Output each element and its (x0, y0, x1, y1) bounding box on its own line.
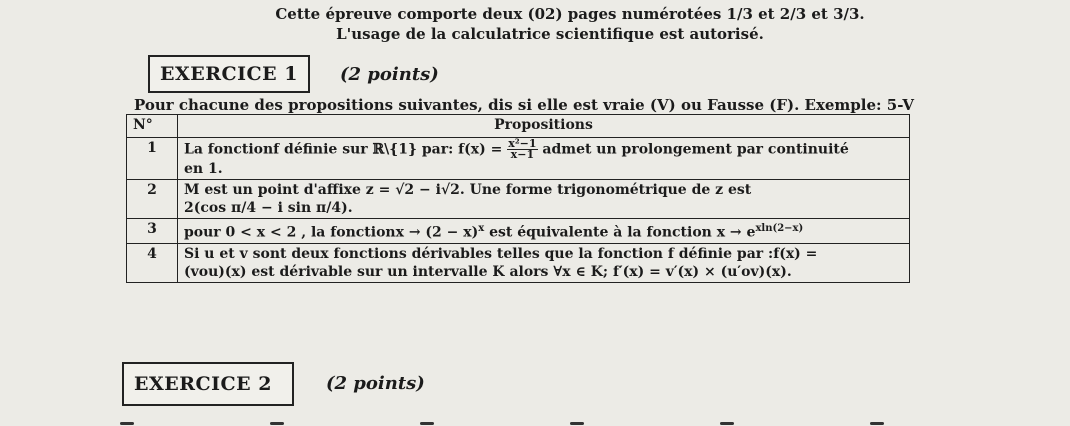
fraction-denominator: x−1 (510, 148, 535, 161)
exponent: xln(2−x) (755, 223, 804, 234)
exponent: x (478, 223, 485, 234)
proposition-line: M est un point d'affixe z = √2 − i√2. Une forme trigonométrique de z est (184, 182, 752, 198)
proposition-line: (vou)(x) est dérivable sur un intervalle K alors ∀x ∈ K; f′(x) = v′(x) × (u′ov)(x). (184, 263, 792, 280)
page-count-note: Cette épreuve comporte deux (02) pages numérotées 1/3 et 2/3 et 3/3. (275, 5, 865, 23)
proposition-line: Si u et v sont deux fonctions dérivables telles que la fonction f définie par :f(x) = (184, 245, 818, 262)
proposition-text (178, 180, 910, 219)
proposition-text (178, 243, 910, 282)
table-row (127, 219, 910, 244)
bottom-dash-decoration (870, 422, 884, 425)
exercise2-title: EXERCICE 2 (122, 362, 294, 406)
proposition-text (178, 138, 910, 180)
proposition-line (184, 139, 903, 160)
proposition-part: pour 0 < x < 2 , la fonctionx → (2 − x) (184, 224, 479, 241)
bottom-dash-decoration (720, 422, 734, 425)
bottom-dash-decoration (420, 422, 434, 425)
proposition-line: en 1. (184, 161, 223, 177)
proposition-part: est équivalente à la fonction x → e (484, 224, 756, 241)
calculator-note: L'usage de la calculatrice scientifique est autorisé. (336, 25, 764, 43)
bottom-dash-decoration (120, 422, 134, 425)
proposition-line: 2(cos π/4 − i sin π/4). (184, 200, 353, 216)
proposition-text (178, 219, 910, 244)
exercise1-instruction: Pour chacune des propositions suivantes, dis si elle est vraie (V) ou Fausse (F). Exemple: 5-V (134, 96, 915, 114)
table-header-row (127, 115, 910, 138)
row-number: 2 (127, 180, 178, 219)
exercise1-points: (2 points) (340, 64, 439, 85)
bottom-dash-decoration (570, 422, 584, 425)
row-number: 4 (127, 243, 178, 282)
proposition-part: La fonctionf définie sur ℝ\{1} par: f(x) = (184, 141, 508, 158)
fraction-numerator: x²−1 (508, 137, 537, 150)
bottom-dash-decoration (270, 422, 284, 425)
proposition-part: admet un prolongement par continuité (537, 141, 849, 158)
table-row (127, 138, 910, 180)
exercise1-title: EXERCICE 1 (148, 55, 310, 93)
table-row (127, 180, 910, 219)
row-number: 1 (127, 138, 178, 180)
row-number: 3 (127, 219, 178, 244)
fraction (507, 139, 537, 160)
document-header (0, 4, 1070, 44)
exercise2-points: (2 points) (326, 373, 425, 394)
column-header-propositions: Propositions (178, 115, 910, 138)
table-row (127, 243, 910, 282)
column-header-number: N° (127, 115, 178, 138)
propositions-table (126, 114, 910, 283)
